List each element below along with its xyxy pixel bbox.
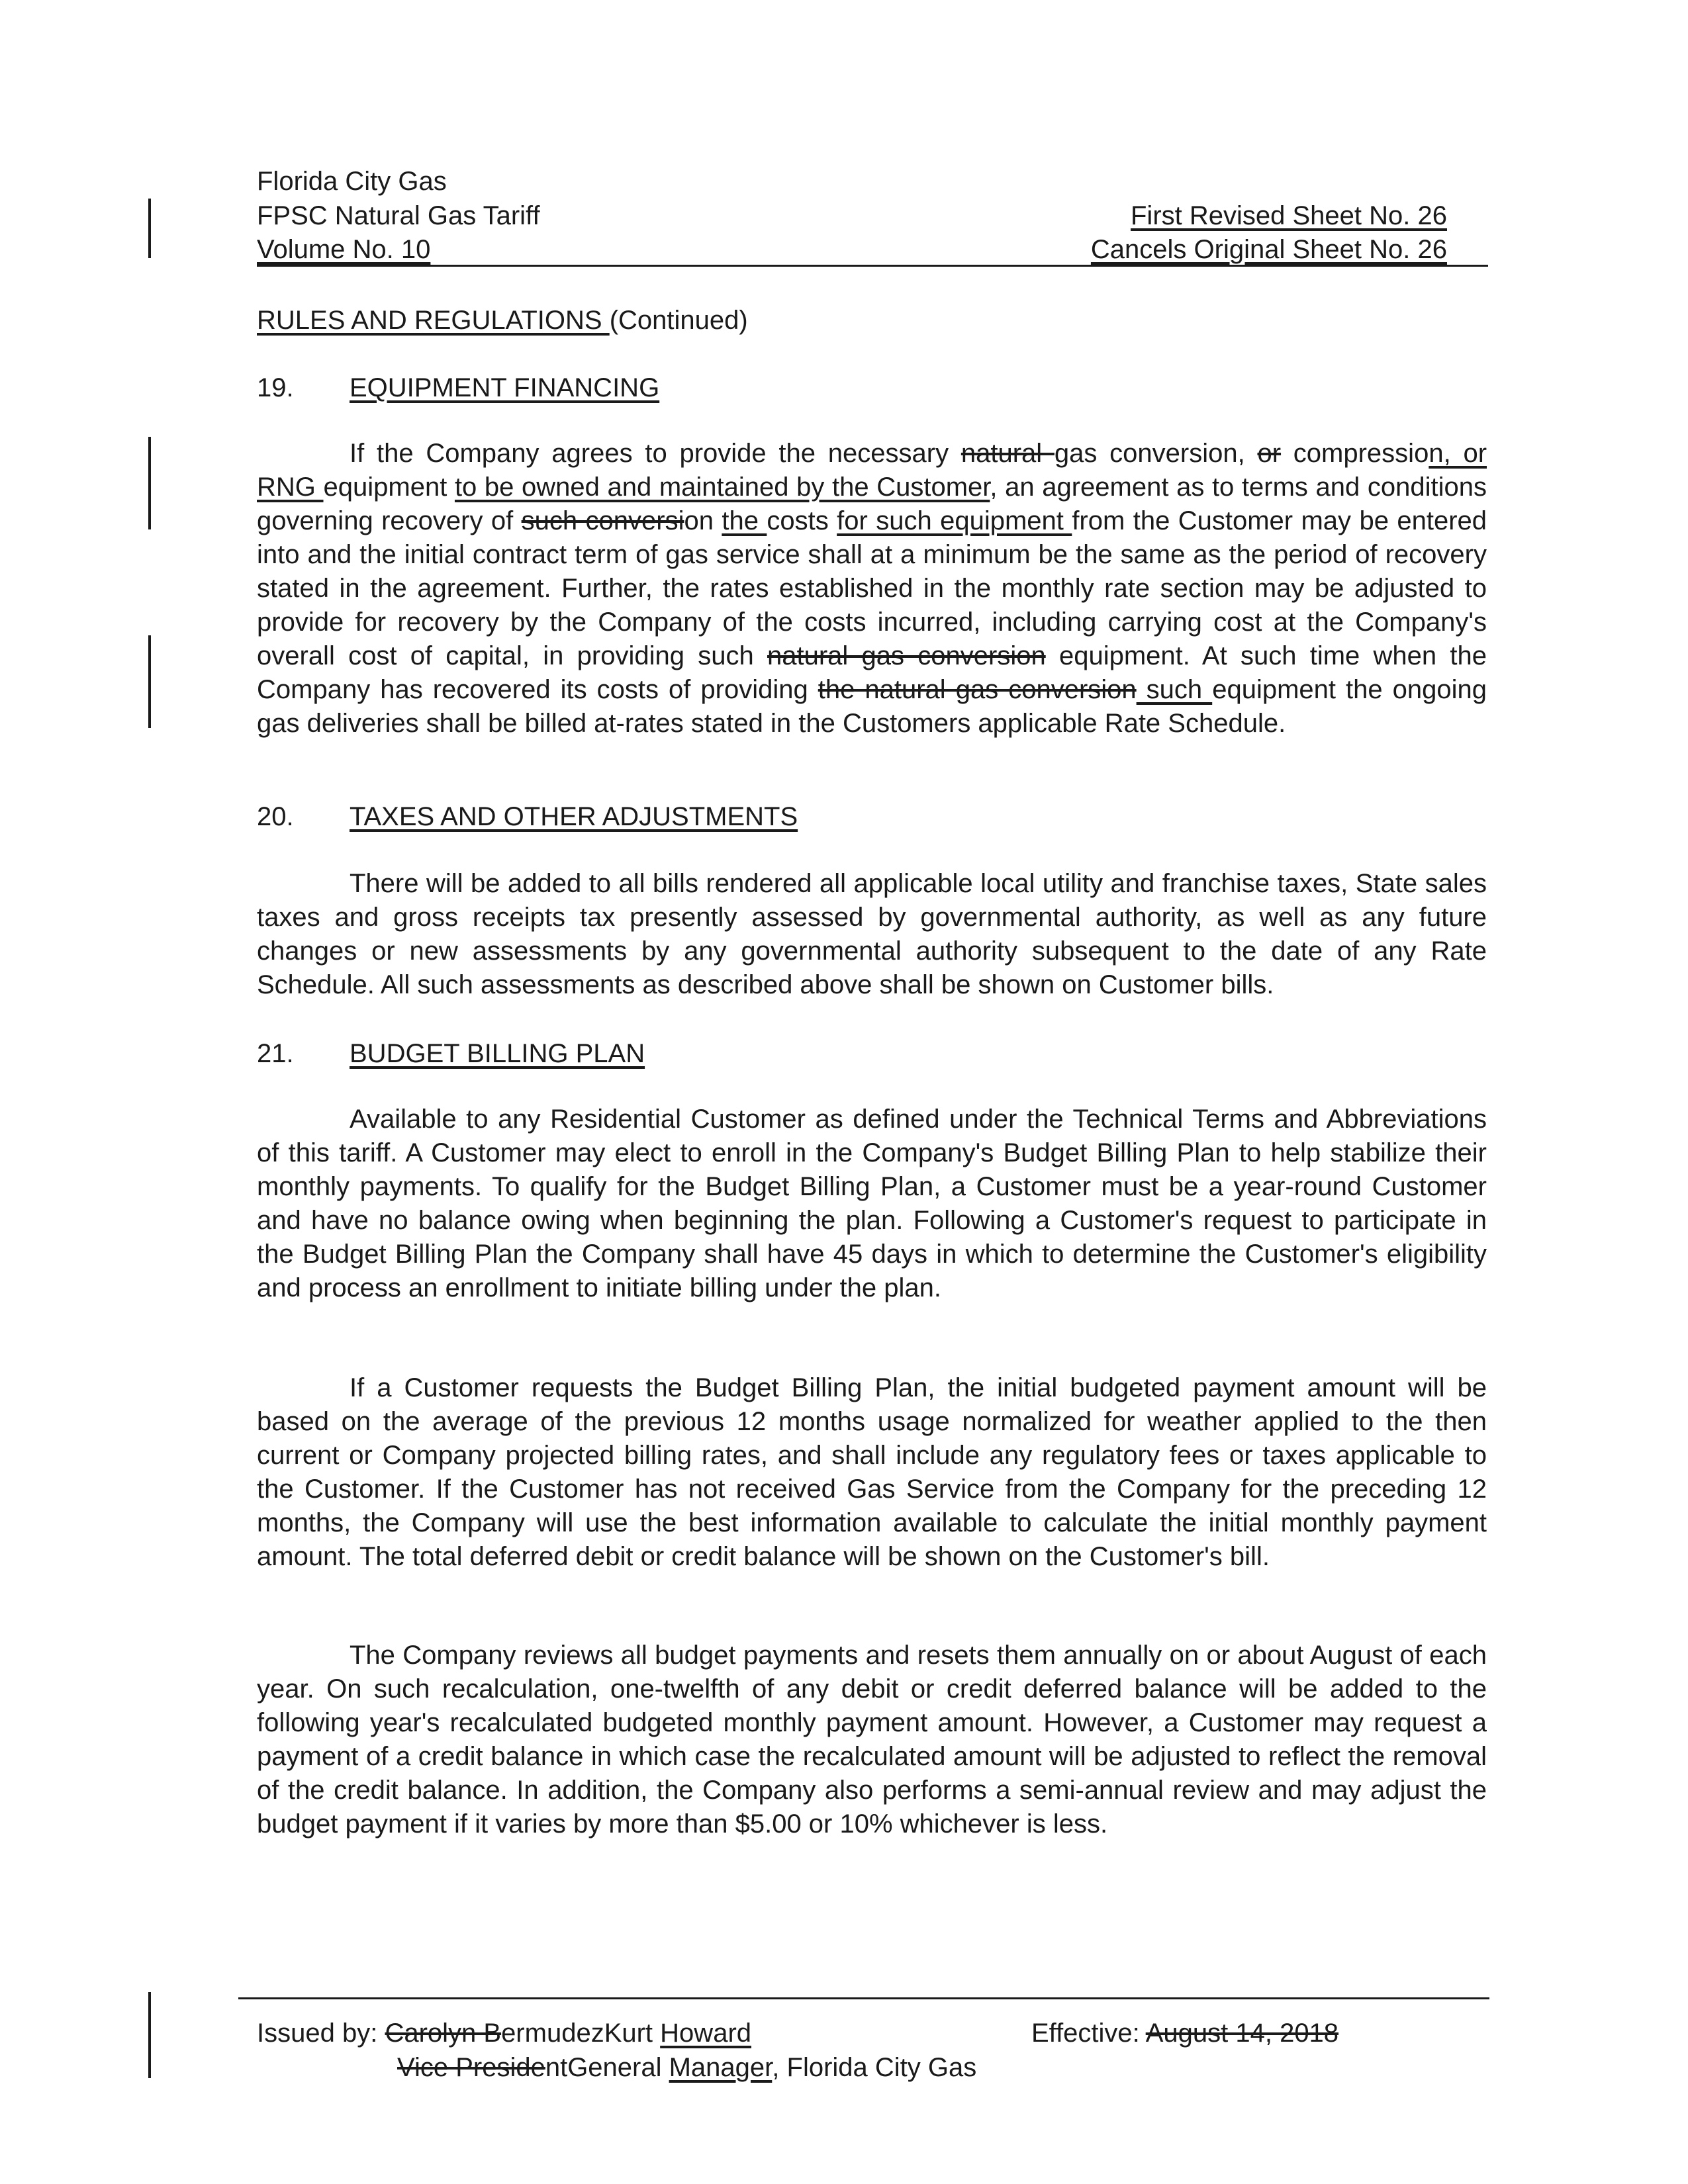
text: If the Company agrees to provide the necessary <box>350 439 961 468</box>
issued-by <box>257 2016 751 2050</box>
tariff-name: FPSC Natural Gas Tariff <box>257 201 540 230</box>
section-21-paragraph-1 <box>257 1103 1487 1305</box>
text: There will be added to all bills rendered all applicable local utility and franchise taxes, State sales taxes and gross receipts tax presently assessed by governmental authority, as well as any future changes or new assessments by any governmental authority subsequent to the date of any Rate Schedule. All such assessments as described above shall be shown on Customer bills. <box>257 869 1487 999</box>
company-name: Florida City Gas <box>257 167 447 196</box>
text: Available to any Residential Customer as defined under the Technical Terms and Abbreviations of this tariff. A Customer may elect to enroll in the Company's Budget Billing Plan to help stabilize their monthly payments. To qualify for the Budget Billing Plan, a Customer must be a year-round Customer and have no balance owing when beginning the plan. Following a Customer's request to participate in the Budget Billing Plan the Company shall have 45 days in which to determine the Customer's eligibility and process an enrollment to initiate billing under the plan. <box>257 1105 1487 1302</box>
text: nt <box>545 2053 568 2082</box>
text: from the Customer may be entered into and the initial contract term of gas service shall at a minimum be the same as the period of recovery stated in the agreement. Further, the rates established in the monthly rate section may be adjusted to provide for recovery by the Company of the costs incurred, including carrying cost at the Company's overall cost of capital, in providing such <box>257 506 1487 670</box>
section-21-heading <box>257 1036 645 1071</box>
section-19-heading <box>257 371 659 405</box>
inserted-text: n, or RNG <box>257 439 1487 502</box>
effective-label: Effective: <box>1031 2019 1146 2048</box>
deleted-text: natural gas conversion <box>767 641 1046 670</box>
section-title-suffix: (Continued) <box>609 306 748 335</box>
text: compressio <box>1281 439 1429 468</box>
inserted-text: to be owned and maintained by the Customer <box>454 473 990 502</box>
section-20-number: 20. <box>257 802 294 831</box>
text: equipment <box>323 473 455 502</box>
text: equipment the ongoing gas deliveries shall be billed at-rates stated in the Customers applicable Rate Schedule. <box>257 675 1487 738</box>
revision-bar <box>148 635 151 728</box>
inserted-text: for such equipment <box>837 506 1072 535</box>
effective-date <box>1031 2016 1338 2050</box>
section-title <box>257 303 748 338</box>
deleted-text: natural <box>961 439 1055 468</box>
text: The Company reviews all budget payments and resets them annually on or about August of each year. On such recalculation, one-twelfth of any debit or credit deferred balance will be added to the following year's recalculated budgeted monthly payment amount. However, a Customer may request a payment of a credit balance in which case the recalculated amount will be adjusted to reflect the removal of the credit balance. In addition, the Company also performs a semi-annual review and may adjust the budget payment if it varies by more than $5.00 or 10% whichever is less. <box>257 1641 1487 1839</box>
revision-bar <box>148 437 151 529</box>
deleted-text: such conversi <box>521 506 684 535</box>
header-rule <box>257 265 1488 267</box>
text: equipment. At such time when the Company has recovered its costs of providing <box>257 641 1487 704</box>
section-20-title: TAXES AND OTHER ADJUSTMENTS <box>350 802 798 831</box>
section-19-number: 19. <box>257 373 294 402</box>
deleted-text: the natural gas conversion <box>818 675 1137 704</box>
text: If a Customer requests the Budget Billing Plan, the initial budgeted payment amount will be based on the average of the previous 12 months usage normalized for weather applied to the then current or Company projected billing rates, and shall include any regulatory fees or taxes applicable to the Customer. If the Customer has not received Gas Service from the Company for the preceding 12 months, the Company will use the best information available to calculate the initial monthly payment amount. The total deferred debit or credit balance will be shown on the Customer's bill. <box>257 1373 1487 1571</box>
section-20-paragraph <box>257 867 1487 1002</box>
section-19-paragraph <box>257 437 1487 741</box>
inserted-text: such <box>1136 675 1213 704</box>
inserted-text: the <box>722 506 767 535</box>
footer-rule <box>238 1997 1489 1999</box>
section-21-title: BUDGET BILLING PLAN <box>350 1039 645 1068</box>
text: costs <box>767 506 837 535</box>
section-title-main: RULES AND REGULATIONS <box>257 306 610 335</box>
section-21-number: 21. <box>257 1039 294 1068</box>
cancels-sheet: Cancels Original Sheet No. 26 <box>1090 235 1447 264</box>
text: , an agreement as to terms and conditions governing recovery of <box>257 473 1487 535</box>
section-20-heading <box>257 799 798 834</box>
deleted-text: or <box>1257 439 1282 468</box>
text: , Florida City Gas <box>772 2053 977 2082</box>
text: on <box>684 506 722 535</box>
volume-number: Volume No. 10 <box>257 235 431 264</box>
inserted-text: Howard <box>660 2019 752 2048</box>
issued-by-label: Issued by: <box>257 2019 385 2048</box>
revision-bar <box>148 199 151 258</box>
text: gas conversion, <box>1054 439 1258 468</box>
section-19-title: EQUIPMENT FINANCING <box>350 373 660 402</box>
issuer-title <box>397 2050 976 2085</box>
revision-bar <box>148 1992 151 2078</box>
inserted-text: Manager <box>669 2053 773 2082</box>
section-21-paragraph-3 <box>257 1639 1487 1841</box>
deleted-text: Carolyn B <box>385 2019 502 2048</box>
section-21-paragraph-2 <box>257 1371 1487 1574</box>
sheet-number: First Revised Sheet No. 26 <box>1131 201 1447 230</box>
deleted-text: August 14, 2018 <box>1145 2019 1339 2048</box>
deleted-text: Vice Preside <box>397 2053 545 2082</box>
text: ermudez <box>501 2019 604 2048</box>
inserted-text: General <box>567 2053 669 2082</box>
inserted-text: Kurt <box>604 2019 661 2048</box>
